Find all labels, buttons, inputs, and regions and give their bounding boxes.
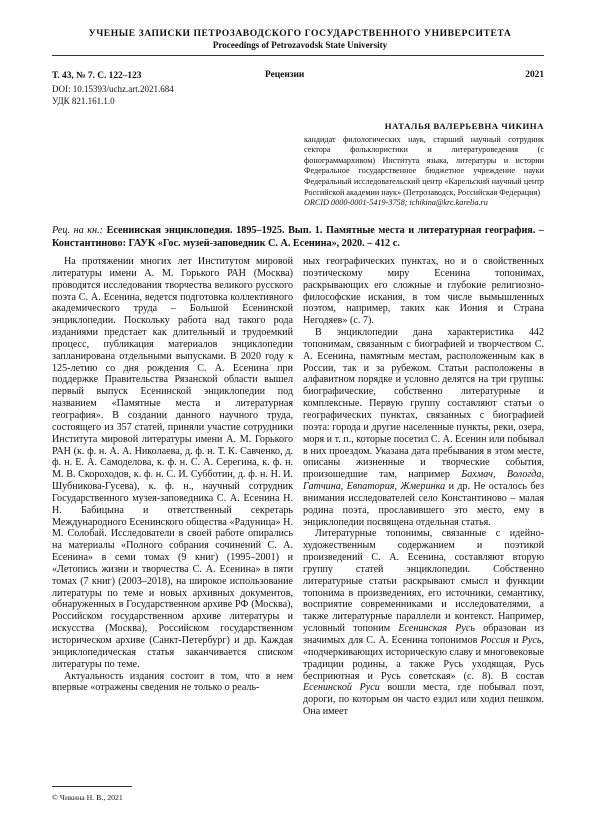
text-run: В энциклопедии дана характеристика 442 топонимам, связанным с биографией и творчеством С. А. Есенина, памятным местам, расположенным как в России, так и за рубежом. Статьи расположены в алфавитном порядке и условно делятся на три группы: биографические, собственно литературные и комплексные. Первую группу составляют статьи о географических пунктах, связанных с биографией поэта: города и другие населенные пункты, реки, озера, моря и т. п., которые посетил С. А. Есенин или побывал в них проездом. Указана дата пребывания в этом месте, описаны жизненные и творческие события, произошедшие там, например [303, 327, 544, 481]
paragraph [303, 327, 544, 528]
paragraph: ных географических пунктах, но и о свойственных поэтическому миру Есенина топонимах, раскрывающих его сложные и глубокие религиозно-философские искания, в том числе вымышленных поэтом, например, таких как Иония и Страна Негодяев» (с. 7). [303, 256, 544, 327]
toponym: Россия [480, 635, 511, 646]
volume-pages: Т. 43, № 7. С. 122–123 [52, 71, 142, 81]
place-names: Бахмач, Вологда, Гатчина, Евпатория, Жмеринка [303, 469, 544, 493]
paragraph [303, 528, 544, 718]
toponym: Есенинской Руси [303, 682, 380, 694]
review-lead: Рец. на кн.: [52, 225, 104, 236]
toponym: Русь [521, 635, 542, 646]
article-meta [52, 70, 174, 108]
footnote-rule [52, 786, 132, 787]
section-label: Рецензии [265, 70, 305, 80]
journal-title: УЧЕНЫЕ ЗАПИСКИ ПЕТРОЗАВОДСКОГО ГОСУДАРСТВЕННОГО УНИВЕРСИТЕТА [88, 28, 512, 39]
header-rule [52, 55, 544, 56]
text-run: образован из значимых для С. А. Есенина топонимов [303, 623, 544, 646]
book-reference: Есенинская энциклопедия. 1895–1925. Вып. 1. Памятные места и литературная география. – Константиново: ГАУК «Гос. музей-заповедник С. А. Есенина», 2020. – 412 с. [52, 225, 545, 250]
copyright: © Чикина Н. В., 2021 [52, 793, 123, 802]
journal-title-english: Proceedings of Petrozavodsk State University [212, 40, 388, 50]
year: 2021 [525, 70, 544, 80]
paragraph: На протяжении многих лет Институтом мировой литературы имени А. М. Горького РАН (Москва) проводятся исследования творчества великого русского поэта С. А. Есенина, ведется подготовка коллективного академического труда – Большой Есенинской энциклопедии. Поскольку работа над такого рода изданиями предстает как длительный и трудоемкий процесс, публикация материалов энциклопедии запланирована отдельными выпусками. В 2020 году к 125-летию со дня рождения С. А. Есенина при поддержке Правительства Рязанской области вышел первый выпуск Есенинской энциклопедии под названием «Памятные места и литературная география». В создании данного научного труда, состоящего из 357 статей, приняли участие сотрудники Института мировой литературы имени А. М. Горького РАН (к. ф. н. А. А. Николаева, д. ф. н. Т. К. Савченко, д. ф. н. Е. А. Самоделова, к. ф. н. С. А. Серегина, к. ф. н. М. В. Скороходов, к. ф. н. С. И. Субботин, д. ф. н. Н. И. Шубникова-Гусева), к. ф. н., научный сотрудник Государственного музея-заповедника С. А. Есенина Н. Н. Бабицына и ответственный секретарь Международного Есенинского общества «Радуница» Н. М. Солобай. Исследователи в своей работе опирались на материалы «Полного собрания сочинений С. А. Есенина» в семи томах (9 книг) (1995–2001) и «Летопись жизни и творчества С. А. Есенина» в пяти томах (7 книг) (2003–2018), на широкое использование литературы по теме и новых архивных документов, обнаруженных в Государственном архиве РФ (Москва), Российском государственном архиве литературы и искусства (Москва), Российском государственном историческом архиве (Санкт-Петербург) и др. Каждая энциклопедическая статья заканчивается списком литературы по теме. [52, 256, 293, 670]
text-column-left [52, 256, 293, 694]
author-block [304, 121, 544, 209]
toponym: Есенинская Русь [398, 623, 475, 635]
text-column-right [303, 256, 544, 718]
text-run: Литературные топонимы, связанные с идейно-художественным содержанием и поэтикой произведений С. А. Есенина, составляют вторую группу статей энциклопедии. Собственно литературные статьи раскрывают смысл и функции топонима в произведениях, его источники, семантику, восприятие современниками и исследователями, а также литературные параллели и контекст. Например, условный топоним [303, 528, 544, 635]
text-run: и др. Не осталось без внимания исследователей село Константиново – малая родина поэта, прославившего это место, ему в энциклопедии посвящена отдельная статья. [303, 481, 545, 528]
reviewed-book [52, 224, 544, 250]
text-run: вошли места, где побывал поэт, дороги, по которым он часто ездил или ходил пешком. Она имеет [303, 682, 544, 718]
text-run: , «подчеркивающих историческую славу и многовековые традиции родины, а также Русь уходящая, Русь бесприютная и Русь советская» (с. 8). В состав [303, 635, 544, 682]
doi: DOI: 10.15393/uchz.art.2021.684 [52, 83, 174, 94]
text-run: и [513, 635, 519, 646]
author-contact: ORCID 0000-0001-5419-3758; tchikina@krc.karelia.ru [304, 198, 488, 208]
udk: УДК 821.161.1.0 [52, 96, 115, 106]
author-affiliation: кандидат филологических наук, старший научный сотрудник сектора фольклористики и литературоведения (с фонограммархивом) Института языка, литературы и истории Федеральное государственное бюджетное учреждение науки Федеральный исследовательский центр «Карельский научный центр Российской академии наук» (Петрозаводск, Российская Федерация) [304, 134, 544, 197]
author-name: НАТАЛЬЯ ВАЛЕРЬЕВНА ЧИКИНА [384, 121, 544, 131]
paragraph: Актуальность издания состоит в том, что в нем впервые «отражены сведения не только о реаль- [52, 670, 293, 694]
